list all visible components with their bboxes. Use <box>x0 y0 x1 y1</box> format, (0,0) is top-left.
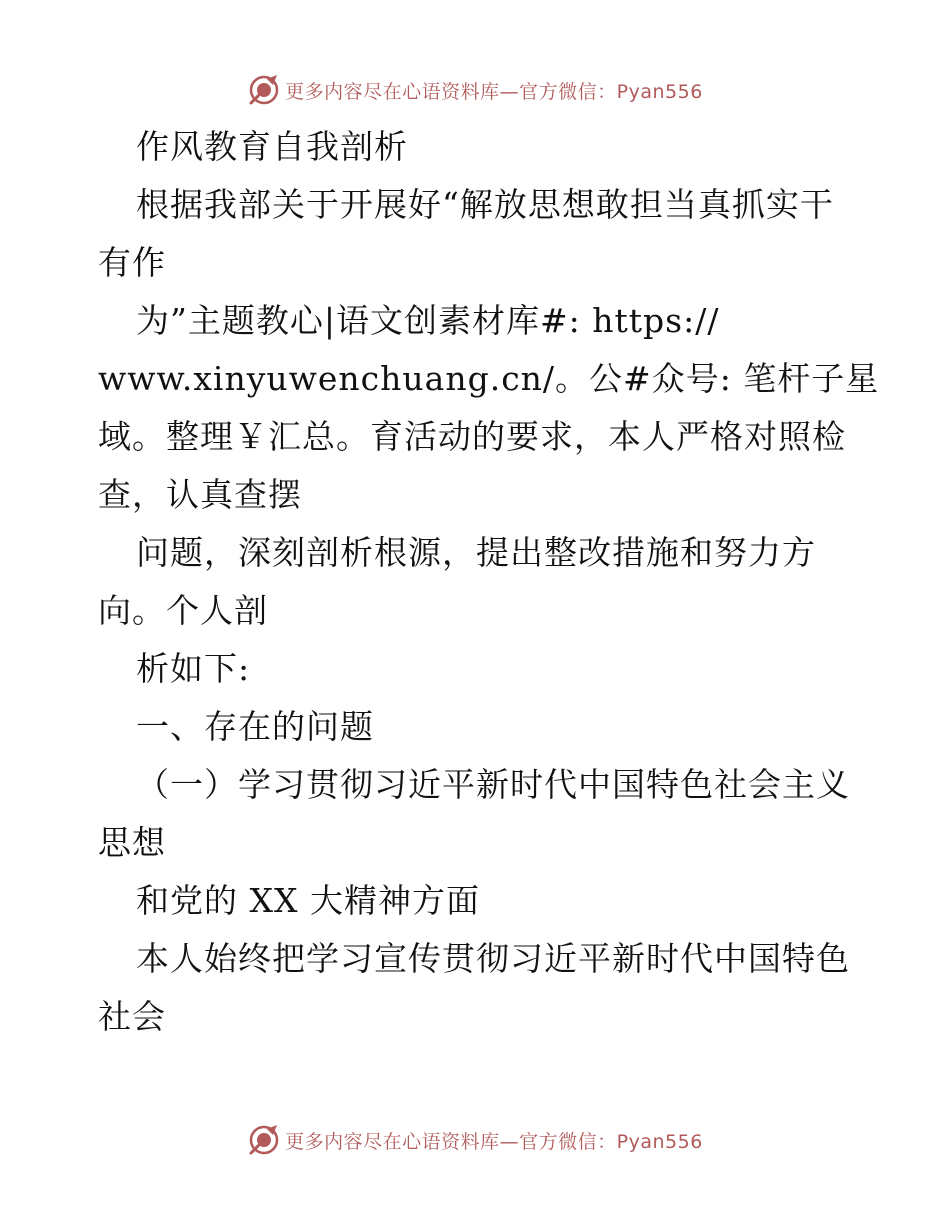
document-line: 作风教育自我剖析 <box>136 127 408 166</box>
document-line: www.xinyuwenchuang.cn/。公#众号: 笔杆子星 <box>98 359 880 398</box>
banner-inner <box>247 73 703 107</box>
banner-main-text: 更多内容尽在心语资料库 <box>285 80 500 103</box>
document-line: 思想 <box>98 823 166 862</box>
banner-wechat-text: 官方微信：Pyan556 <box>519 1130 703 1153</box>
banner-dash: — <box>499 80 520 103</box>
banner-text <box>285 77 703 104</box>
document-line: 向。个人剖 <box>98 591 268 630</box>
document-line: 和党的 XX 大精神方面 <box>136 881 480 920</box>
document-line: 社会 <box>98 997 166 1036</box>
document-line: 为”主题教心|语文创素材库#: https:// <box>136 301 720 340</box>
banner-wechat-text: 官方微信：Pyan556 <box>519 80 703 103</box>
document-line: 析如下: <box>136 649 251 688</box>
footer-banner <box>0 1120 950 1160</box>
document-line: 域。整理￥汇总。育活动的要求，本人严格对照检 <box>98 417 846 456</box>
banner-main-text: 更多内容尽在心语资料库 <box>285 1130 500 1153</box>
banner-text <box>285 1127 703 1154</box>
pen-seal-logo-icon <box>247 1123 281 1157</box>
banner-dash: — <box>499 1130 520 1153</box>
document-line: 本人始终把学习宣传贯彻习近平新时代中国特色 <box>136 939 850 978</box>
document-body <box>98 118 880 1046</box>
document-line: 根据我部关于开展好“解放思想敢担当真抓实干 <box>136 185 834 224</box>
document-line: （一）学习贯彻习近平新时代中国特色社会主义 <box>136 765 850 804</box>
header-banner <box>0 70 950 110</box>
document-line: 问题，深刻剖析根源，提出整改措施和努力方 <box>136 533 816 572</box>
document-line: 一、存在的问题 <box>136 707 374 746</box>
document-line: 查，认真查摆 <box>98 475 302 514</box>
pen-seal-logo-icon <box>247 73 281 107</box>
document-line: 有作 <box>98 243 166 282</box>
banner-inner <box>247 1123 703 1157</box>
